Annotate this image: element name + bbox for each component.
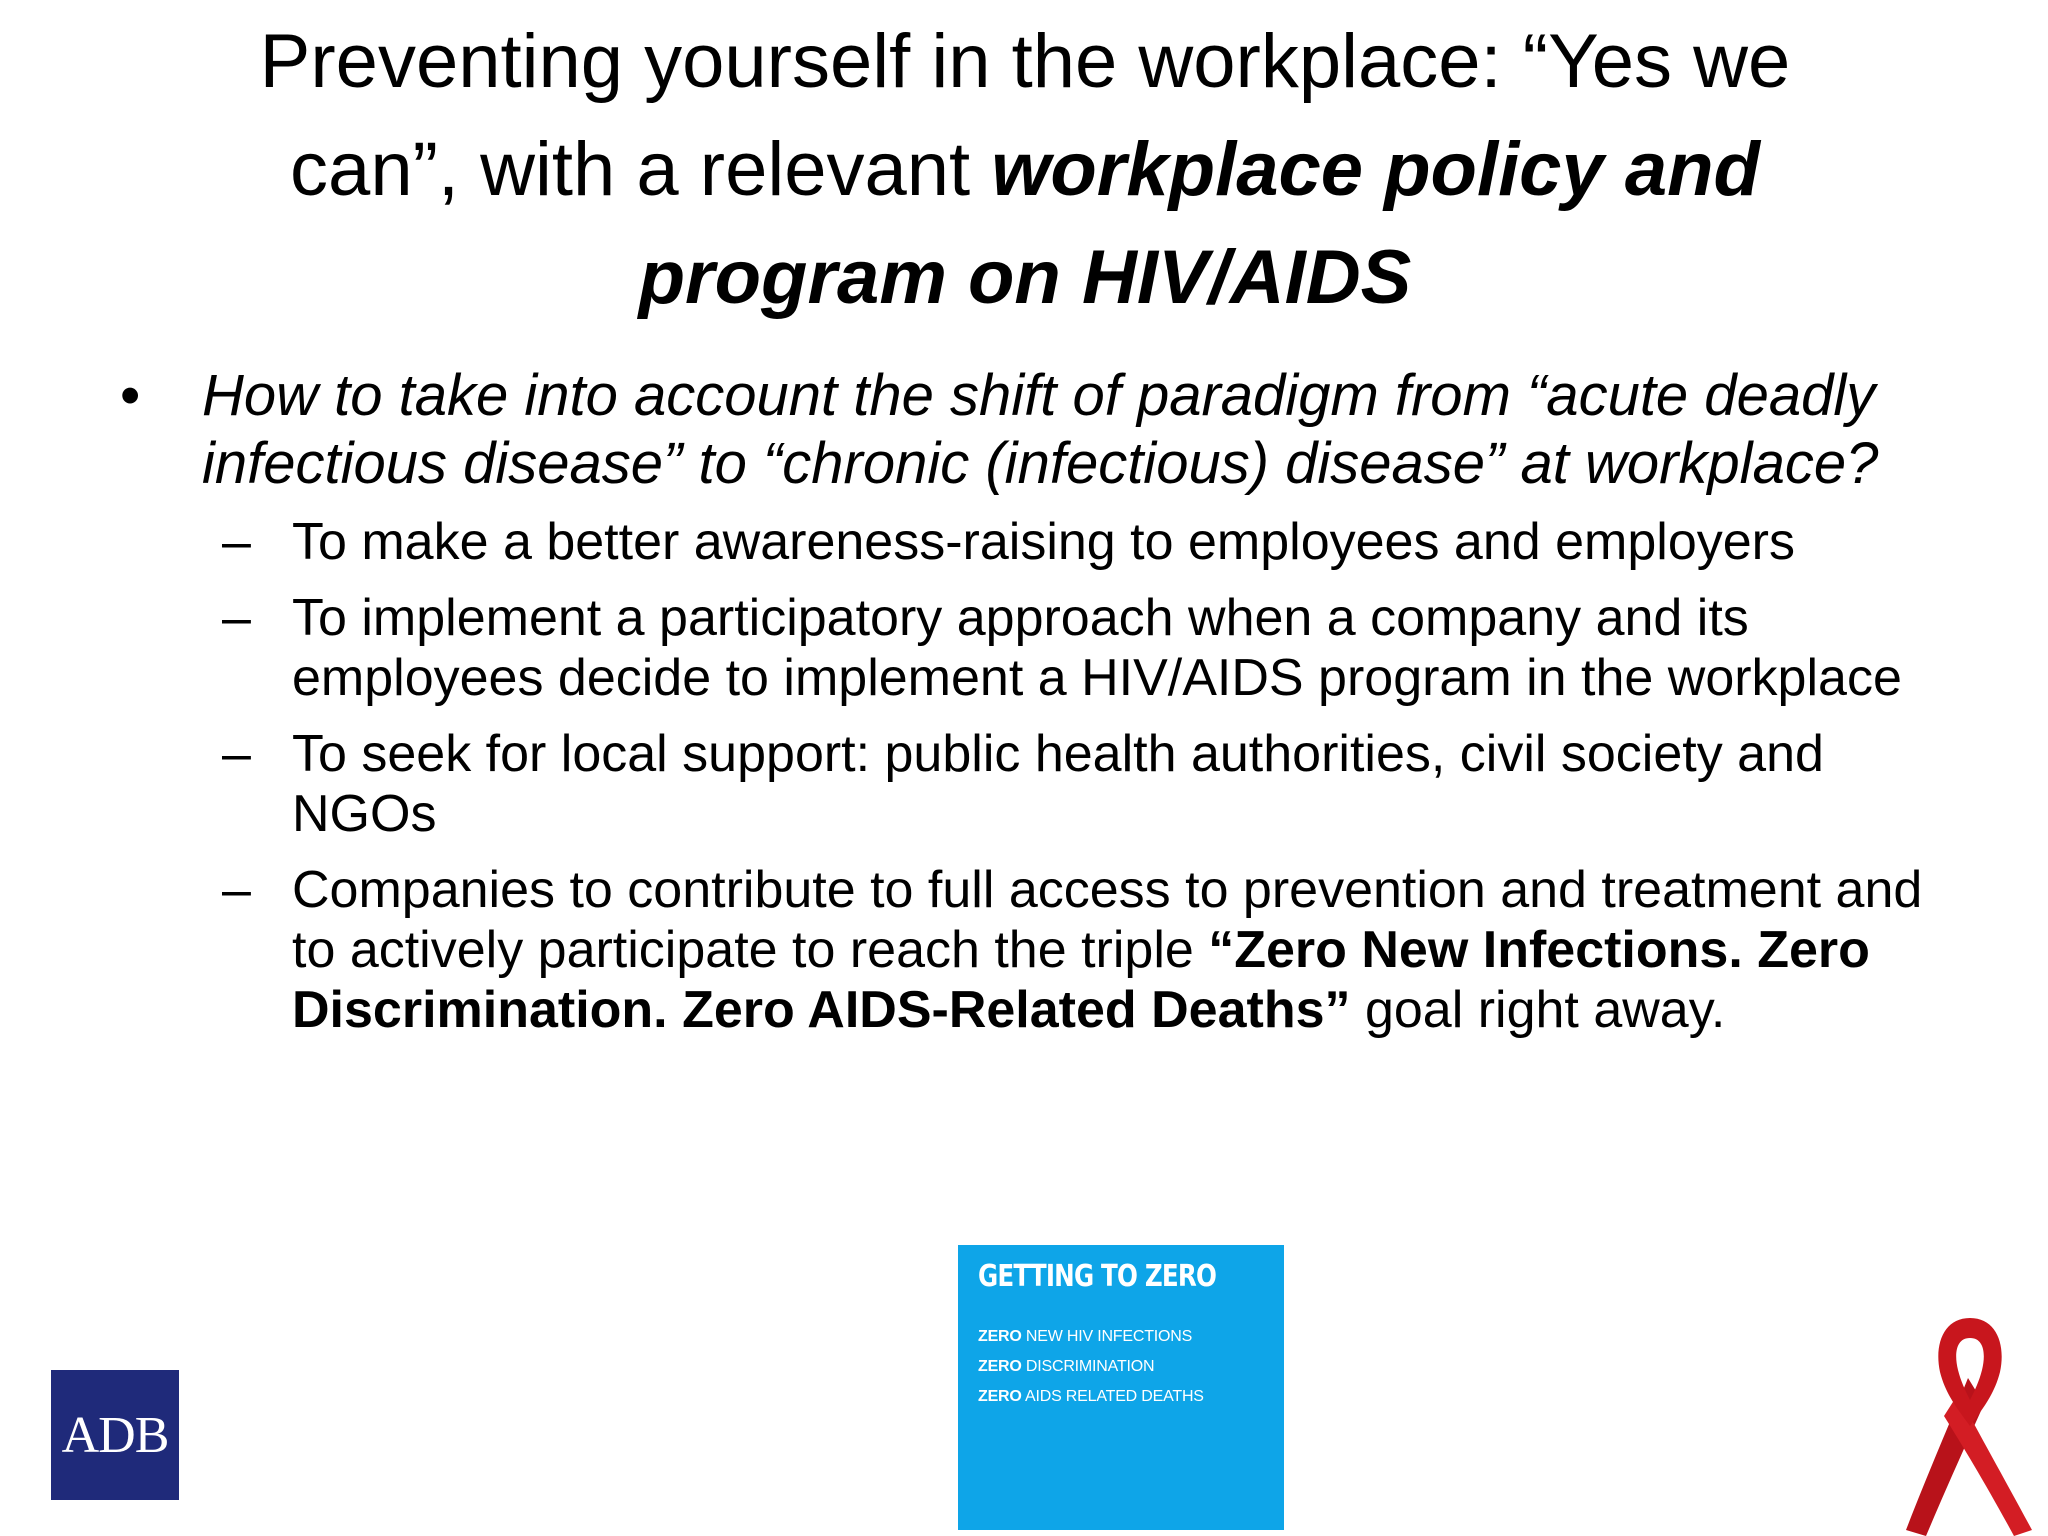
- zero-keyword: ZERO: [978, 1328, 1022, 1345]
- ribbon-loop: [1938, 1318, 2001, 1426]
- zero-line-deaths: [978, 1382, 1284, 1412]
- zero-line-discrimination: [978, 1352, 1284, 1382]
- getting-to-zero-title: GETTING TO ZERO: [978, 1259, 1217, 1294]
- sub-bullet-text: To implement a participatory approach when a company and its employees decide to implement a HIV/AIDS program in the workplace: [292, 589, 1902, 707]
- zero-line-text: AIDS RELATED DEATHS: [1021, 1388, 1204, 1405]
- sub-bullet-list: [120, 512, 1940, 1040]
- dash-marker: –: [222, 589, 251, 647]
- sub-bullet-companies: [120, 860, 1940, 1040]
- getting-to-zero-image: [958, 1245, 1284, 1530]
- sub-bullet-local-support: [120, 724, 1940, 844]
- slide-body: [120, 362, 1940, 1056]
- dash-marker: –: [222, 513, 251, 571]
- title-line-2-plain: can”, with a relevant: [290, 127, 992, 212]
- title-line-3-emphasis: program on HIV/AIDS: [638, 235, 1412, 320]
- dash-marker: –: [222, 861, 251, 919]
- sub-bullet-text-after: goal right away.: [1350, 981, 1726, 1039]
- zero-keyword: ZERO: [978, 1388, 1022, 1405]
- sub-bullet-text-before: Companies to contribute to full access to prevention and treatment and to actively participate to reach the triple: [292, 861, 1923, 979]
- adb-logo: [51, 1370, 179, 1500]
- zero-line-text: NEW HIV INFECTIONS: [1021, 1328, 1193, 1345]
- title-line-2-emphasis: workplace policy and: [991, 127, 1760, 212]
- zero-line-text: DISCRIMINATION: [1021, 1358, 1155, 1375]
- zero-keyword: ZERO: [978, 1358, 1022, 1375]
- sub-bullet-text: To make a better awareness-raising to employees and employers: [292, 513, 1795, 571]
- main-bullet: [120, 362, 1940, 498]
- sub-bullet-awareness: [120, 512, 1940, 572]
- ribbon-right-tail: [1944, 1394, 2032, 1536]
- dash-marker: –: [222, 725, 251, 783]
- zero-line-infections: [978, 1322, 1284, 1352]
- main-bullet-text: How to take into account the shift of paradigm from “acute deadly infectious disease” to “chronic (infectious) disease” at workplace?: [202, 363, 1879, 496]
- sub-bullet-text-bold: “Zero New Infections. Zero Discrimination. Zero AIDS-Related Deaths”: [292, 921, 1870, 1039]
- title-line-1: Preventing yourself in the workplace: “Yes we: [259, 19, 1791, 104]
- red-ribbon-icon: [1900, 1308, 2040, 1536]
- bullet-marker: •: [120, 363, 141, 428]
- sub-bullet-participatory: [120, 588, 1940, 708]
- adb-logo-text: ADB: [61, 1406, 169, 1464]
- sub-bullet-text: To seek for local support: public health authorities, civil society and NGOs: [292, 725, 1824, 843]
- slide-title: [120, 8, 1930, 332]
